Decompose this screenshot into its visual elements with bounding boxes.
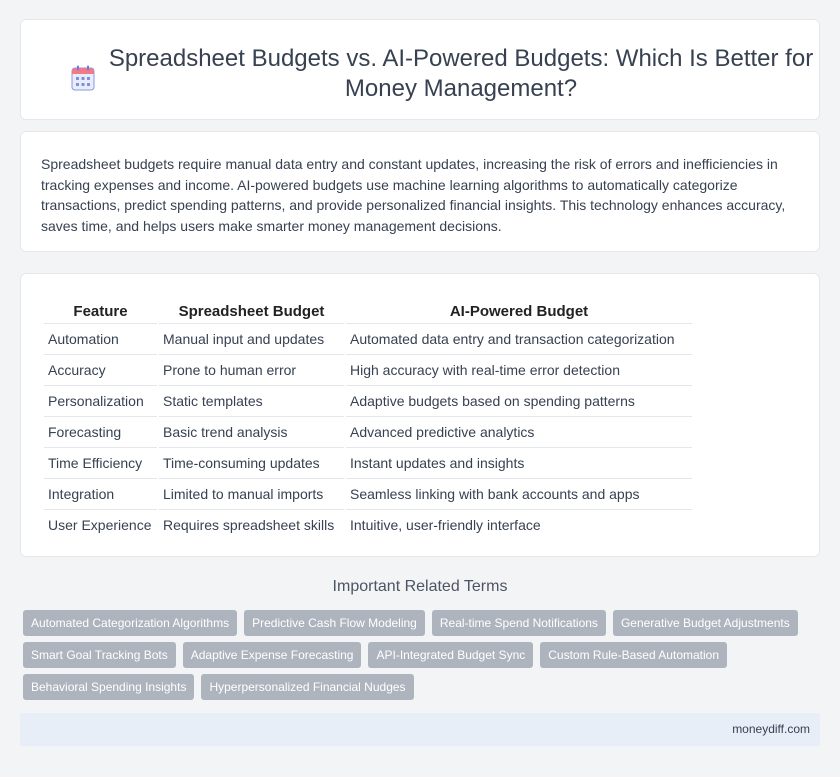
- spreadsheet-cell: Static templates: [159, 385, 344, 416]
- comparison-table: [42, 295, 694, 540]
- table-row: [44, 447, 692, 478]
- related-terms-title: Important Related Terms: [332, 578, 508, 595]
- table-row: [44, 509, 692, 540]
- related-term-tag[interactable]: API-Integrated Budget Sync: [368, 642, 533, 668]
- footer: [20, 713, 820, 746]
- ai-cell: Automated data entry and transaction categorization: [346, 323, 692, 354]
- related-terms-list: [23, 610, 813, 700]
- feature-cell: User Experience: [44, 509, 157, 540]
- spreadsheet-cell: Basic trend analysis: [159, 416, 344, 447]
- feature-cell: Accuracy: [44, 354, 157, 385]
- feature-cell: Automation: [44, 323, 157, 354]
- related-term-tag[interactable]: Generative Budget Adjustments: [613, 610, 798, 636]
- ai-cell: High accuracy with real-time error detection: [346, 354, 692, 385]
- header-feature: Feature: [73, 303, 128, 320]
- header-ai-powered-budget: AI-Powered Budget: [449, 303, 589, 320]
- spreadsheet-cell: Manual input and updates: [159, 323, 344, 354]
- header-spreadsheet-budget: Spreadsheet Budget: [178, 303, 325, 320]
- related-term-tag[interactable]: Smart Goal Tracking Bots: [23, 642, 176, 668]
- spreadsheet-cell: Limited to manual imports: [159, 478, 344, 509]
- feature-cell: Integration: [44, 478, 157, 509]
- related-term-tag[interactable]: Hyperpersonalized Financial Nudges: [201, 674, 413, 700]
- page-title: Spreadsheet Budgets vs. AI-Powered Budgets: Which Is Better for Money Management?: [108, 45, 814, 102]
- ai-cell: Instant updates and insights: [346, 447, 692, 478]
- table-row: [44, 478, 692, 509]
- table-header-row: [44, 295, 692, 323]
- comparison-card: [20, 273, 820, 557]
- feature-cell: Personalization: [44, 385, 157, 416]
- feature-cell: Forecasting: [44, 416, 157, 447]
- summary-paragraph: Spreadsheet budgets require manual data entry and constant updates, increasing the risk of errors and inefficiencies in tracking expenses and income. AI-powered budgets use machine learning algorithms to automatically categorize transactions, predict spending patterns, and provide personalized financial insights. This technology enhances accuracy, saves time, and helps users make smarter money management decisions.: [41, 156, 786, 234]
- ai-cell: Advanced predictive analytics: [346, 416, 692, 447]
- table-row: [44, 323, 692, 354]
- related-term-tag[interactable]: Predictive Cash Flow Modeling: [244, 610, 425, 636]
- related-term-tag[interactable]: Adaptive Expense Forecasting: [183, 642, 362, 668]
- related-term-tag[interactable]: Automated Categorization Algorithms: [23, 610, 237, 636]
- spreadsheet-cell: Time-consuming updates: [159, 447, 344, 478]
- ai-cell: Intuitive, user-friendly interface: [346, 509, 692, 540]
- ai-cell: Seamless linking with bank accounts and apps: [346, 478, 692, 509]
- table-row: [44, 416, 692, 447]
- footer-site-link[interactable]: moneydiff.com: [732, 722, 810, 736]
- feature-cell: Time Efficiency: [44, 447, 157, 478]
- ai-cell: Adaptive budgets based on spending patterns: [346, 385, 692, 416]
- spreadsheet-cell: Prone to human error: [159, 354, 344, 385]
- table-row: [44, 385, 692, 416]
- related-term-tag[interactable]: Behavioral Spending Insights: [23, 674, 194, 700]
- header-card: [20, 19, 820, 120]
- table-row: [44, 354, 692, 385]
- related-term-tag[interactable]: Real-time Spend Notifications: [432, 610, 606, 636]
- spreadsheet-cell: Requires spreadsheet skills: [159, 509, 344, 540]
- related-term-tag[interactable]: Custom Rule-Based Automation: [540, 642, 727, 668]
- summary-card: [20, 131, 820, 252]
